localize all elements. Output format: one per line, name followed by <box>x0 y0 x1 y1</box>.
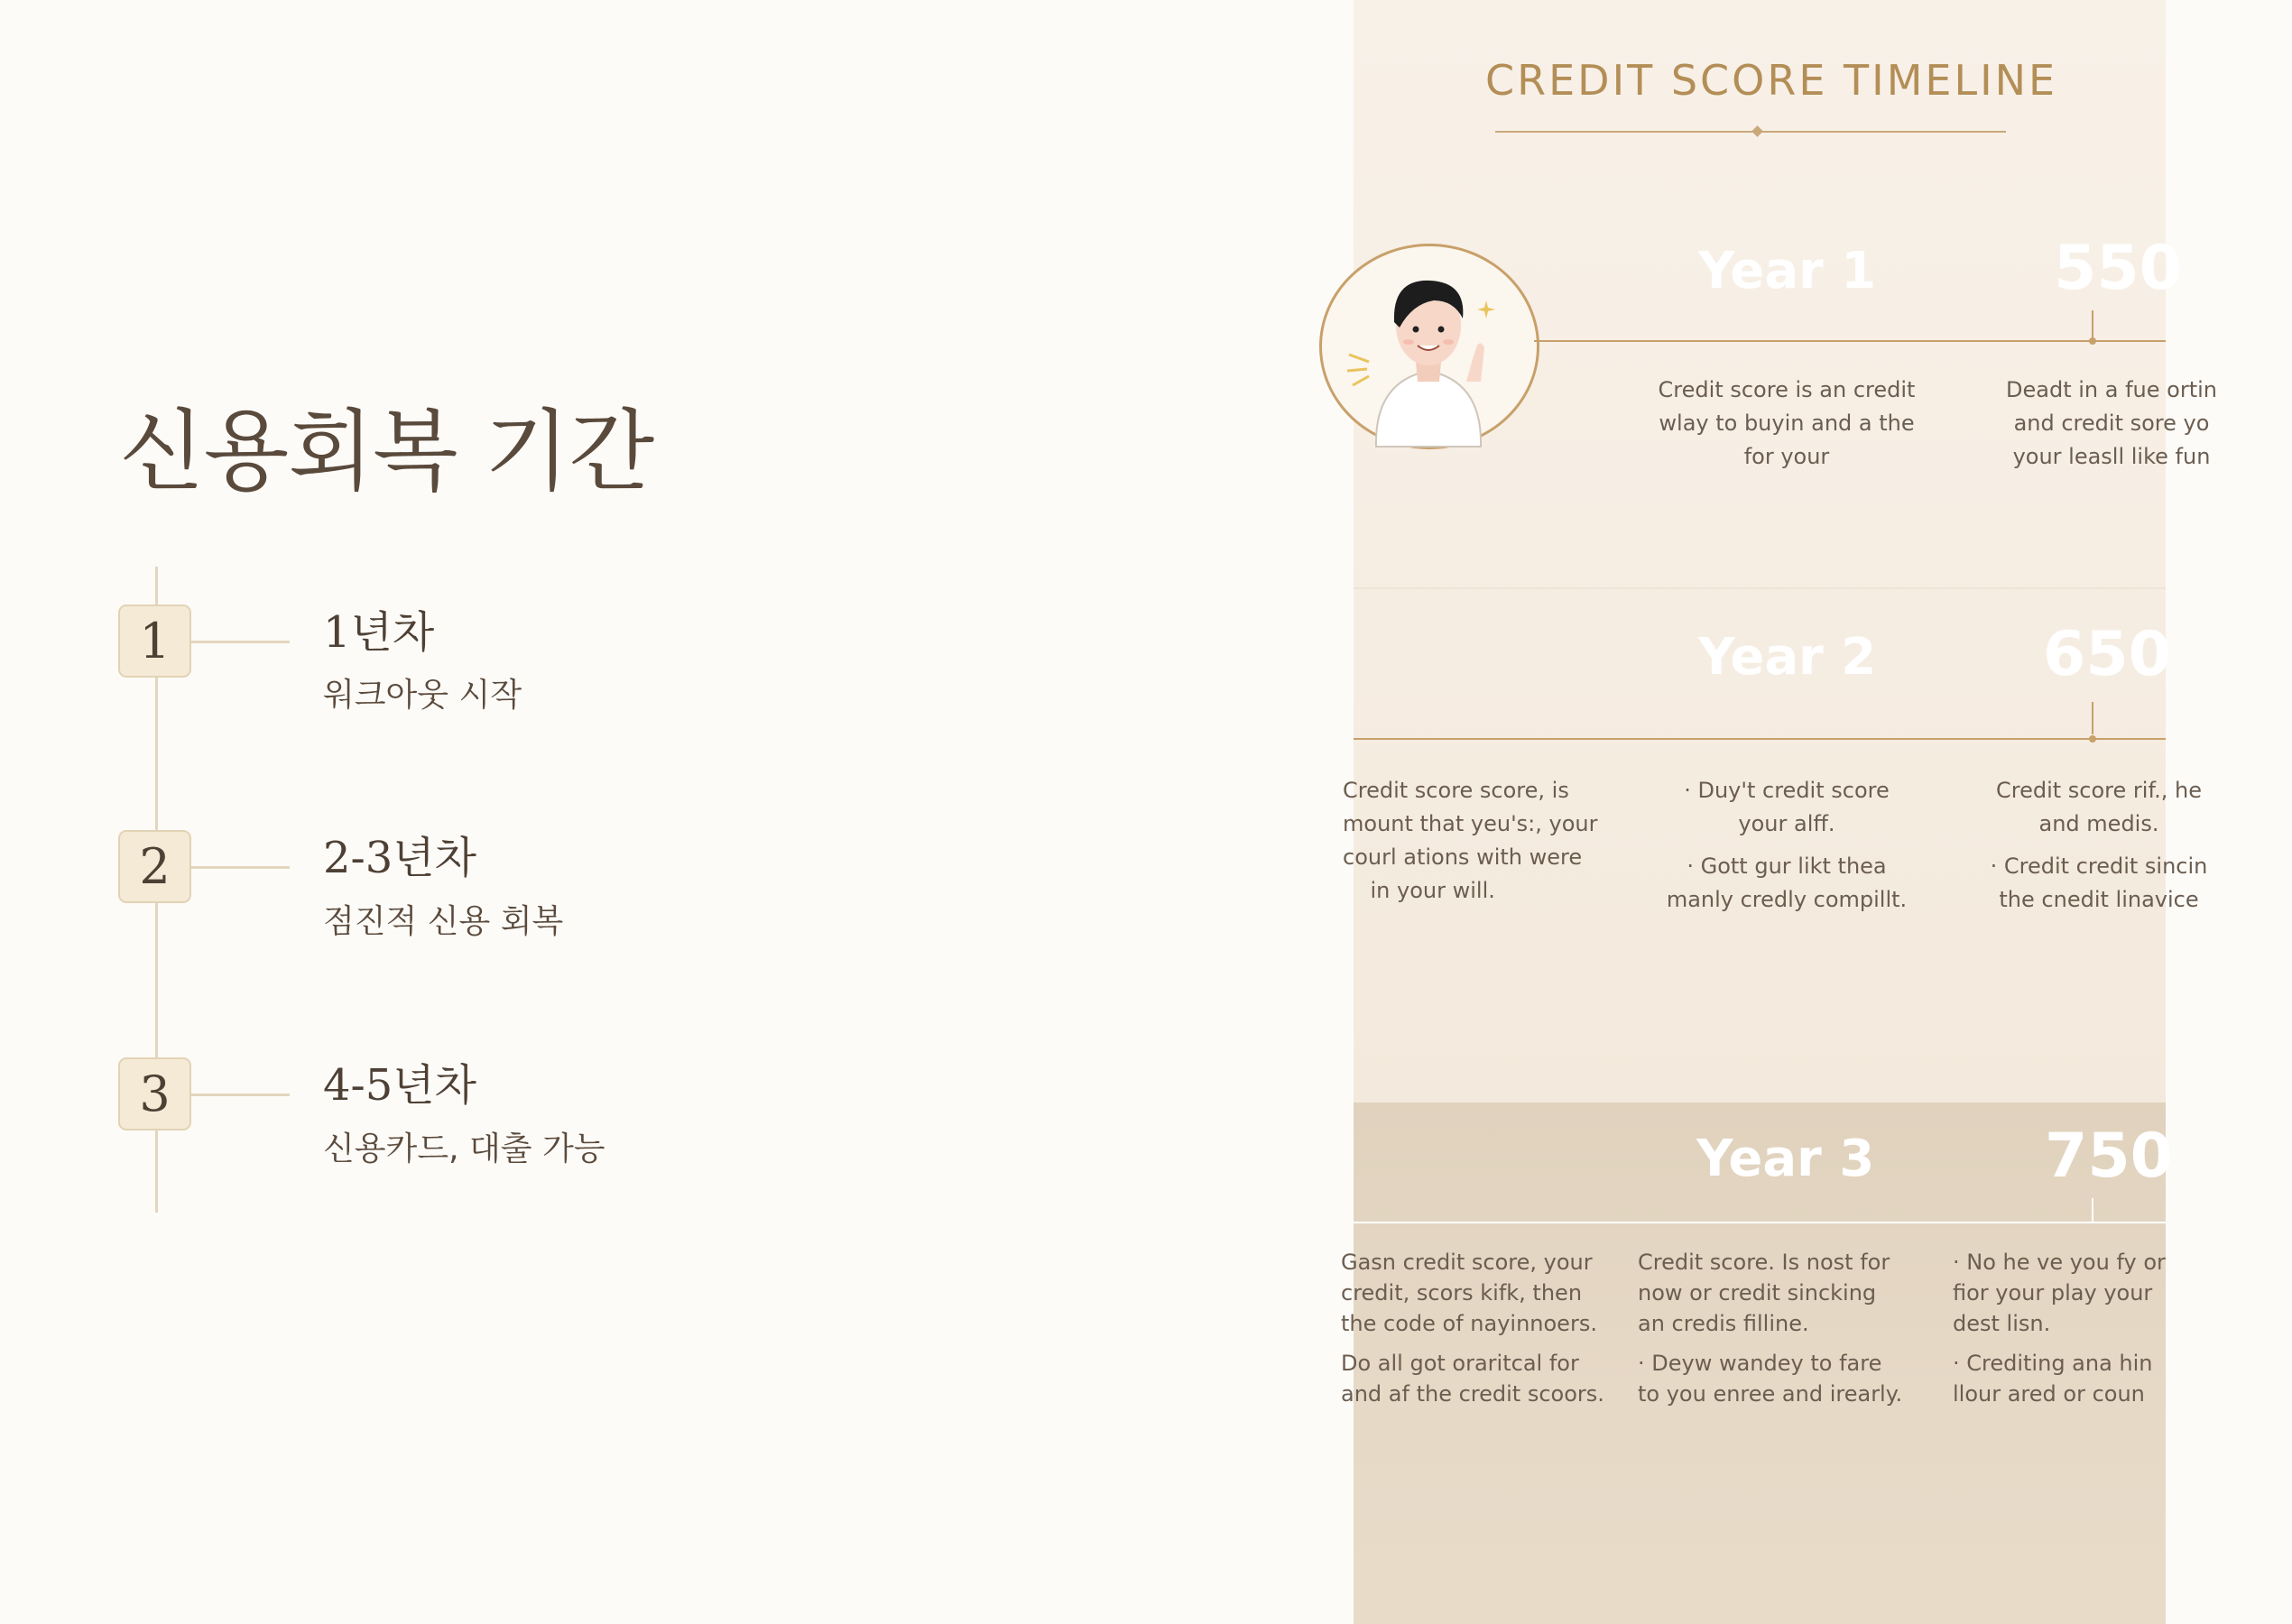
step-description: 워크아웃 시작 <box>323 677 522 714</box>
timeline-dot <box>2089 337 2096 345</box>
step-number-badge: 1 <box>118 604 191 678</box>
info-text-block: Credit score score, is mount that yeu's:, your courl ations with were in your will. <box>1343 778 1598 903</box>
timeline-line <box>1534 340 2166 342</box>
timeline-line <box>1354 1222 2166 1223</box>
infographic-title: CREDIT SCORE TIMELINE <box>1485 56 2058 105</box>
info-text-block: Gasn credit score, your credit, scors kifk, then the code of nayinnoers. Do all got oraritcal for and af the credit scoors. <box>1341 1250 1604 1407</box>
step-year: 4-5년차 <box>323 1060 477 1111</box>
timeline-step-2 <box>0 805 1263 940</box>
credit-score-infographic <box>1341 0 2217 1624</box>
year-label: Year 1 <box>1698 242 1877 300</box>
credit-score-value: 550 <box>2054 233 2182 304</box>
title-ornament <box>1751 125 1763 137</box>
timeline-step-3 <box>0 1032 1263 1167</box>
slide-title: 신용회복 기간 <box>119 401 654 503</box>
info-text-block: Credit score rif., he and medis. · Credit credit sincin the cnedit linavice <box>1990 778 2208 912</box>
step-description: 점진적 신용 회복 <box>323 903 564 940</box>
step-connector <box>191 641 290 643</box>
timeline-tick <box>2092 1198 2093 1222</box>
info-text-block: Credit score is an credit wlay to buyin and a the for your <box>1658 377 1916 469</box>
credit-score-value: 650 <box>2043 619 2171 690</box>
step-number-badge: 3 <box>118 1057 191 1130</box>
step-connector <box>191 866 290 869</box>
info-text-block: Credit score. Is nost for now or credit sincking an credis filline. · Deyw wandey to fare to you enree and irearly. <box>1638 1250 1903 1407</box>
timeline-line <box>1354 738 2166 740</box>
timeline-dot <box>2089 735 2096 743</box>
credit-score-value: 750 <box>2045 1121 2173 1192</box>
step-year: 1년차 <box>323 607 435 658</box>
year-label: Year 2 <box>1698 628 1877 687</box>
info-text-block: Deadt in a fue ortin and credit sore yo your leasll like fun <box>2006 377 2217 469</box>
timeline-tick <box>2092 702 2093 734</box>
step-number-badge: 2 <box>118 830 191 903</box>
row-divider <box>1354 587 2166 589</box>
smiling-person-icon <box>1319 244 1539 449</box>
info-text-block: · No he ve you fy or fior your play your dest lisn. · Crediting ana hin llour ared or coun <box>1953 1250 2166 1407</box>
info-text-block: · Duy't credit score your alff. · Gott gur likt thea manly credly compillt. <box>1666 778 1908 912</box>
timeline-step-1 <box>0 577 1263 714</box>
step-description: 신용카드, 대출 가능 <box>323 1130 605 1167</box>
step-year: 2-3년차 <box>323 833 477 883</box>
year-label: Year 3 <box>1696 1130 1875 1188</box>
step-connector <box>191 1093 290 1096</box>
